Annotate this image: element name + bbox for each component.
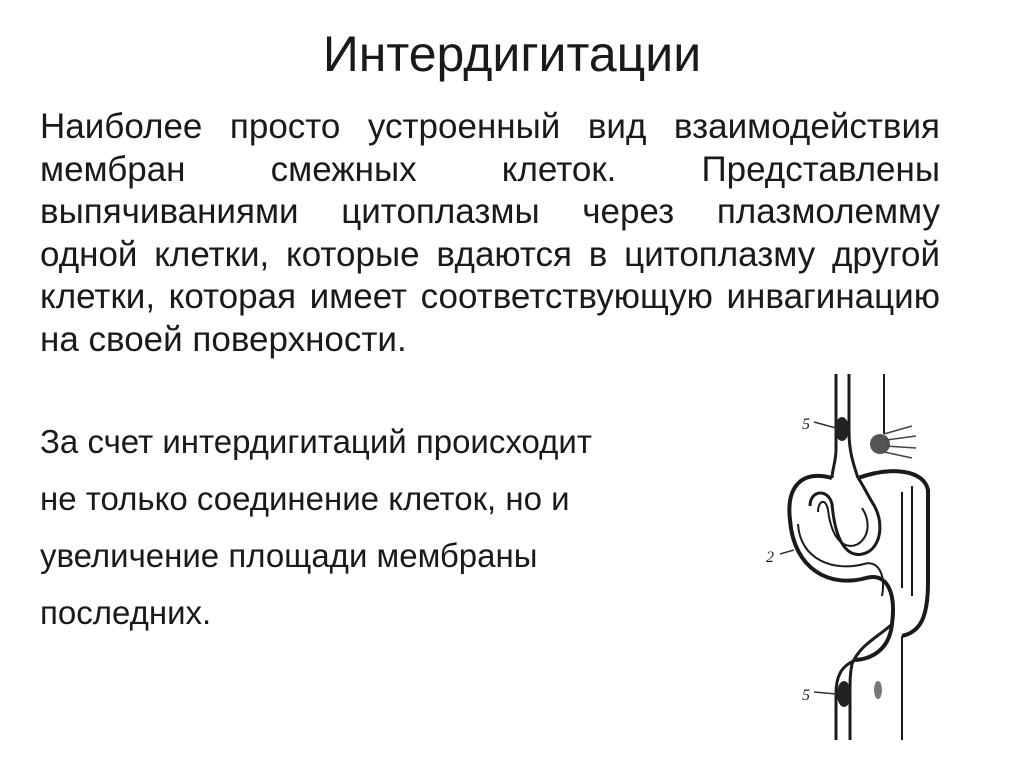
interdigitation-diagram xyxy=(752,374,944,740)
effect-paragraph xyxy=(40,413,730,641)
slide-title: Интердигитации xyxy=(322,26,702,82)
figure-label-lower-junction: 5 xyxy=(802,687,810,704)
effect-line: увеличение площади мембраны xyxy=(40,537,538,574)
effect-line: не только соединение клеток, но и xyxy=(40,480,570,517)
effect-line: последних. xyxy=(40,594,212,631)
effect-line: За счет интердигитаций происходит xyxy=(40,423,592,460)
figure-label-fold: 2 xyxy=(766,549,774,566)
description-paragraph: Наиболее просто устроенный вид взаимодействия мембран смежных клеток. Представлены выпячиваниями цитоплазмы через плазмолемму одной клетки, которые вдаются в цитоплазму другой клетки, которая имеет соответствующую инвагинацию на своей поверхности. xyxy=(40,107,940,359)
figure-label-upper-junction: 5 xyxy=(802,416,810,433)
